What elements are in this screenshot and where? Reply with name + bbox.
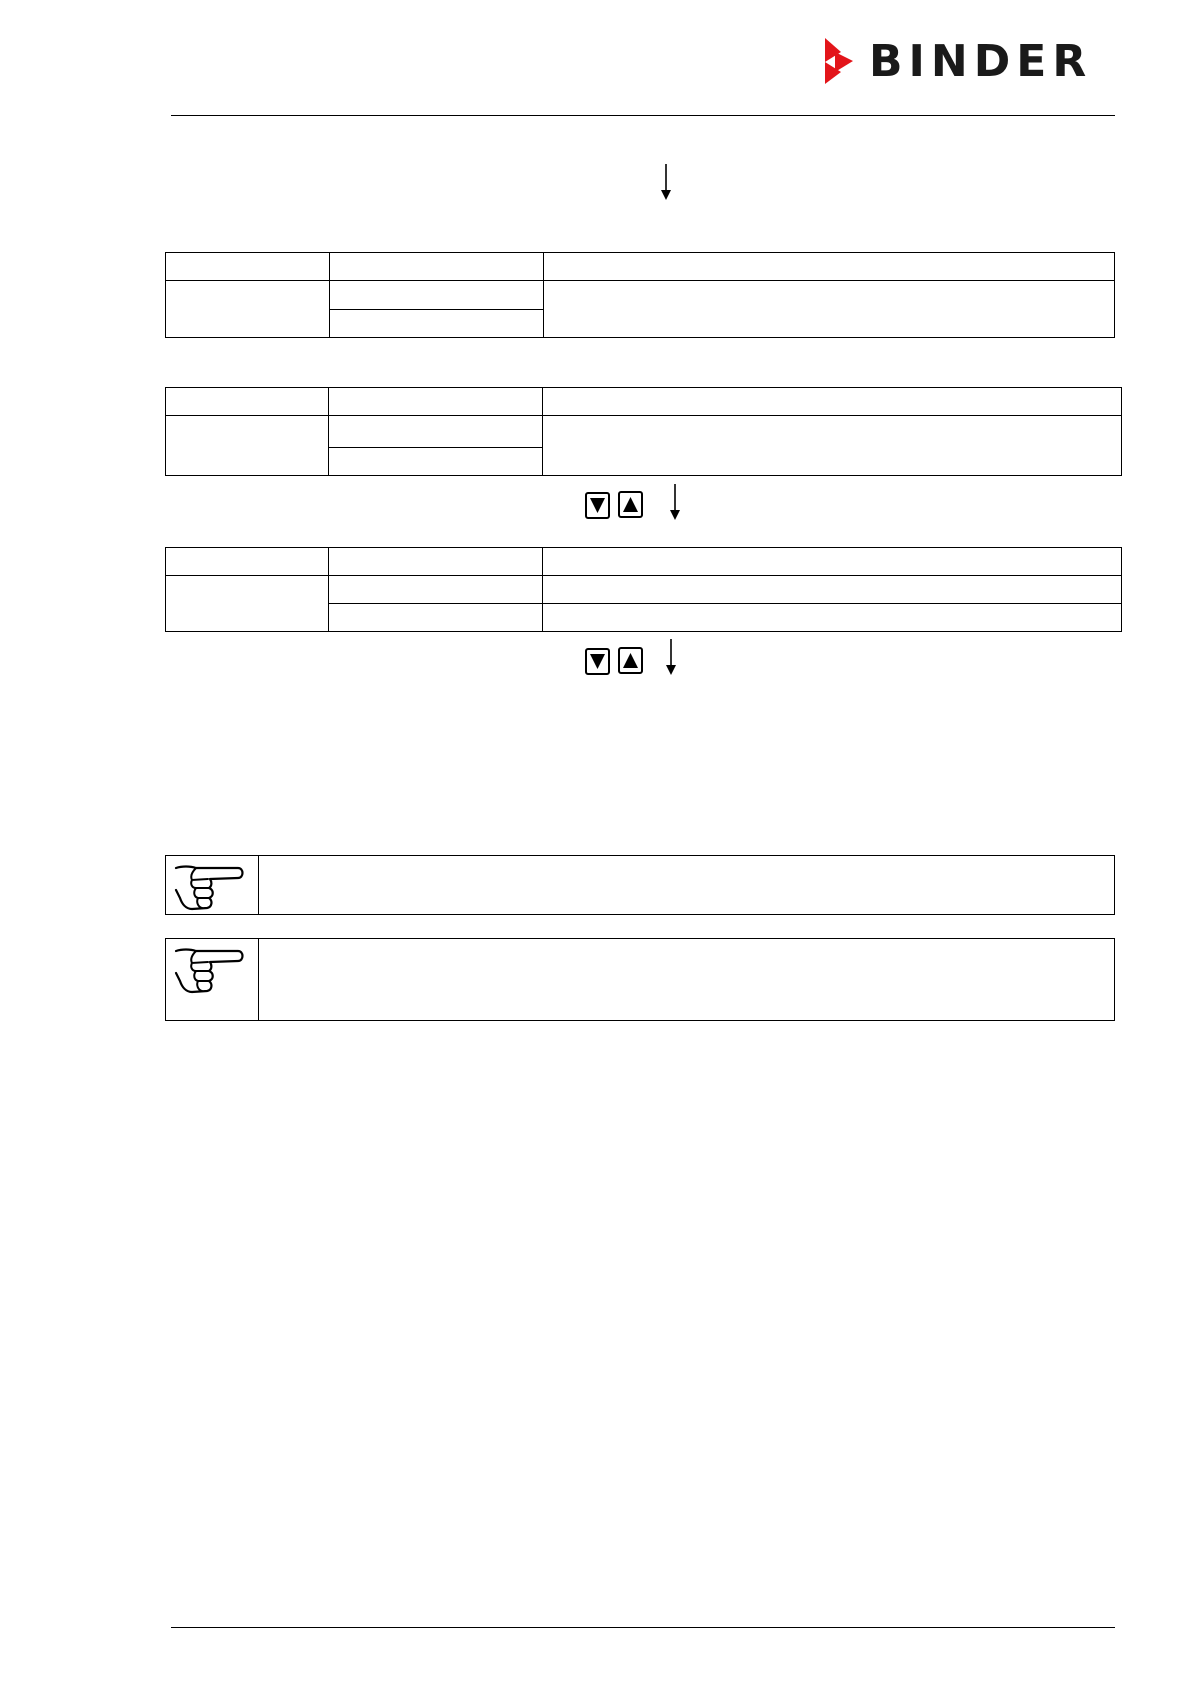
up-key-button[interactable] — [618, 491, 643, 518]
table-cell — [543, 388, 1122, 416]
table-cell — [166, 281, 330, 338]
note-box — [165, 855, 1115, 915]
down-arrow-icon — [664, 639, 678, 675]
table-cell — [329, 448, 543, 476]
up-arrow-key-icon — [623, 496, 638, 513]
note-box — [165, 938, 1115, 1021]
table-cell — [166, 416, 329, 476]
down-arrow-icon — [668, 484, 682, 520]
up-key-button[interactable] — [618, 647, 643, 674]
note-icon-cell — [166, 939, 259, 1020]
down-arrow-key-icon — [590, 653, 605, 670]
parameter-table-2 — [165, 387, 1122, 476]
table-cell — [166, 548, 329, 576]
parameter-table-1 — [165, 252, 1115, 338]
up-arrow-key-icon — [623, 652, 638, 669]
table-cell — [329, 388, 543, 416]
footer-rule — [171, 1627, 1115, 1628]
note-icon-cell — [166, 856, 259, 914]
binder-arrow-logo-icon — [825, 38, 857, 84]
table-cell — [543, 604, 1122, 632]
pointing-hand-icon — [172, 943, 248, 995]
brand-name: BINDER — [869, 36, 1093, 87]
down-key-button[interactable] — [585, 492, 610, 519]
table-cell — [544, 253, 1115, 281]
down-key-button[interactable] — [585, 648, 610, 675]
table-cell — [330, 281, 544, 310]
pointing-hand-icon — [172, 860, 248, 912]
table-cell — [329, 416, 543, 448]
table-cell — [329, 576, 543, 604]
table-cell — [329, 604, 543, 632]
table-cell — [166, 576, 329, 632]
header-rule — [171, 115, 1115, 116]
down-arrow-icon — [659, 164, 673, 200]
binder-logo — [825, 38, 1115, 86]
table-cell — [330, 253, 544, 281]
parameter-table-3 — [165, 547, 1122, 632]
table-cell — [166, 253, 330, 281]
table-cell — [543, 576, 1122, 604]
table-cell — [166, 388, 329, 416]
table-cell — [543, 416, 1122, 476]
table-cell — [330, 310, 544, 338]
down-arrow-key-icon — [590, 497, 605, 514]
table-cell — [544, 281, 1115, 338]
table-cell — [329, 548, 543, 576]
table-cell — [543, 548, 1122, 576]
